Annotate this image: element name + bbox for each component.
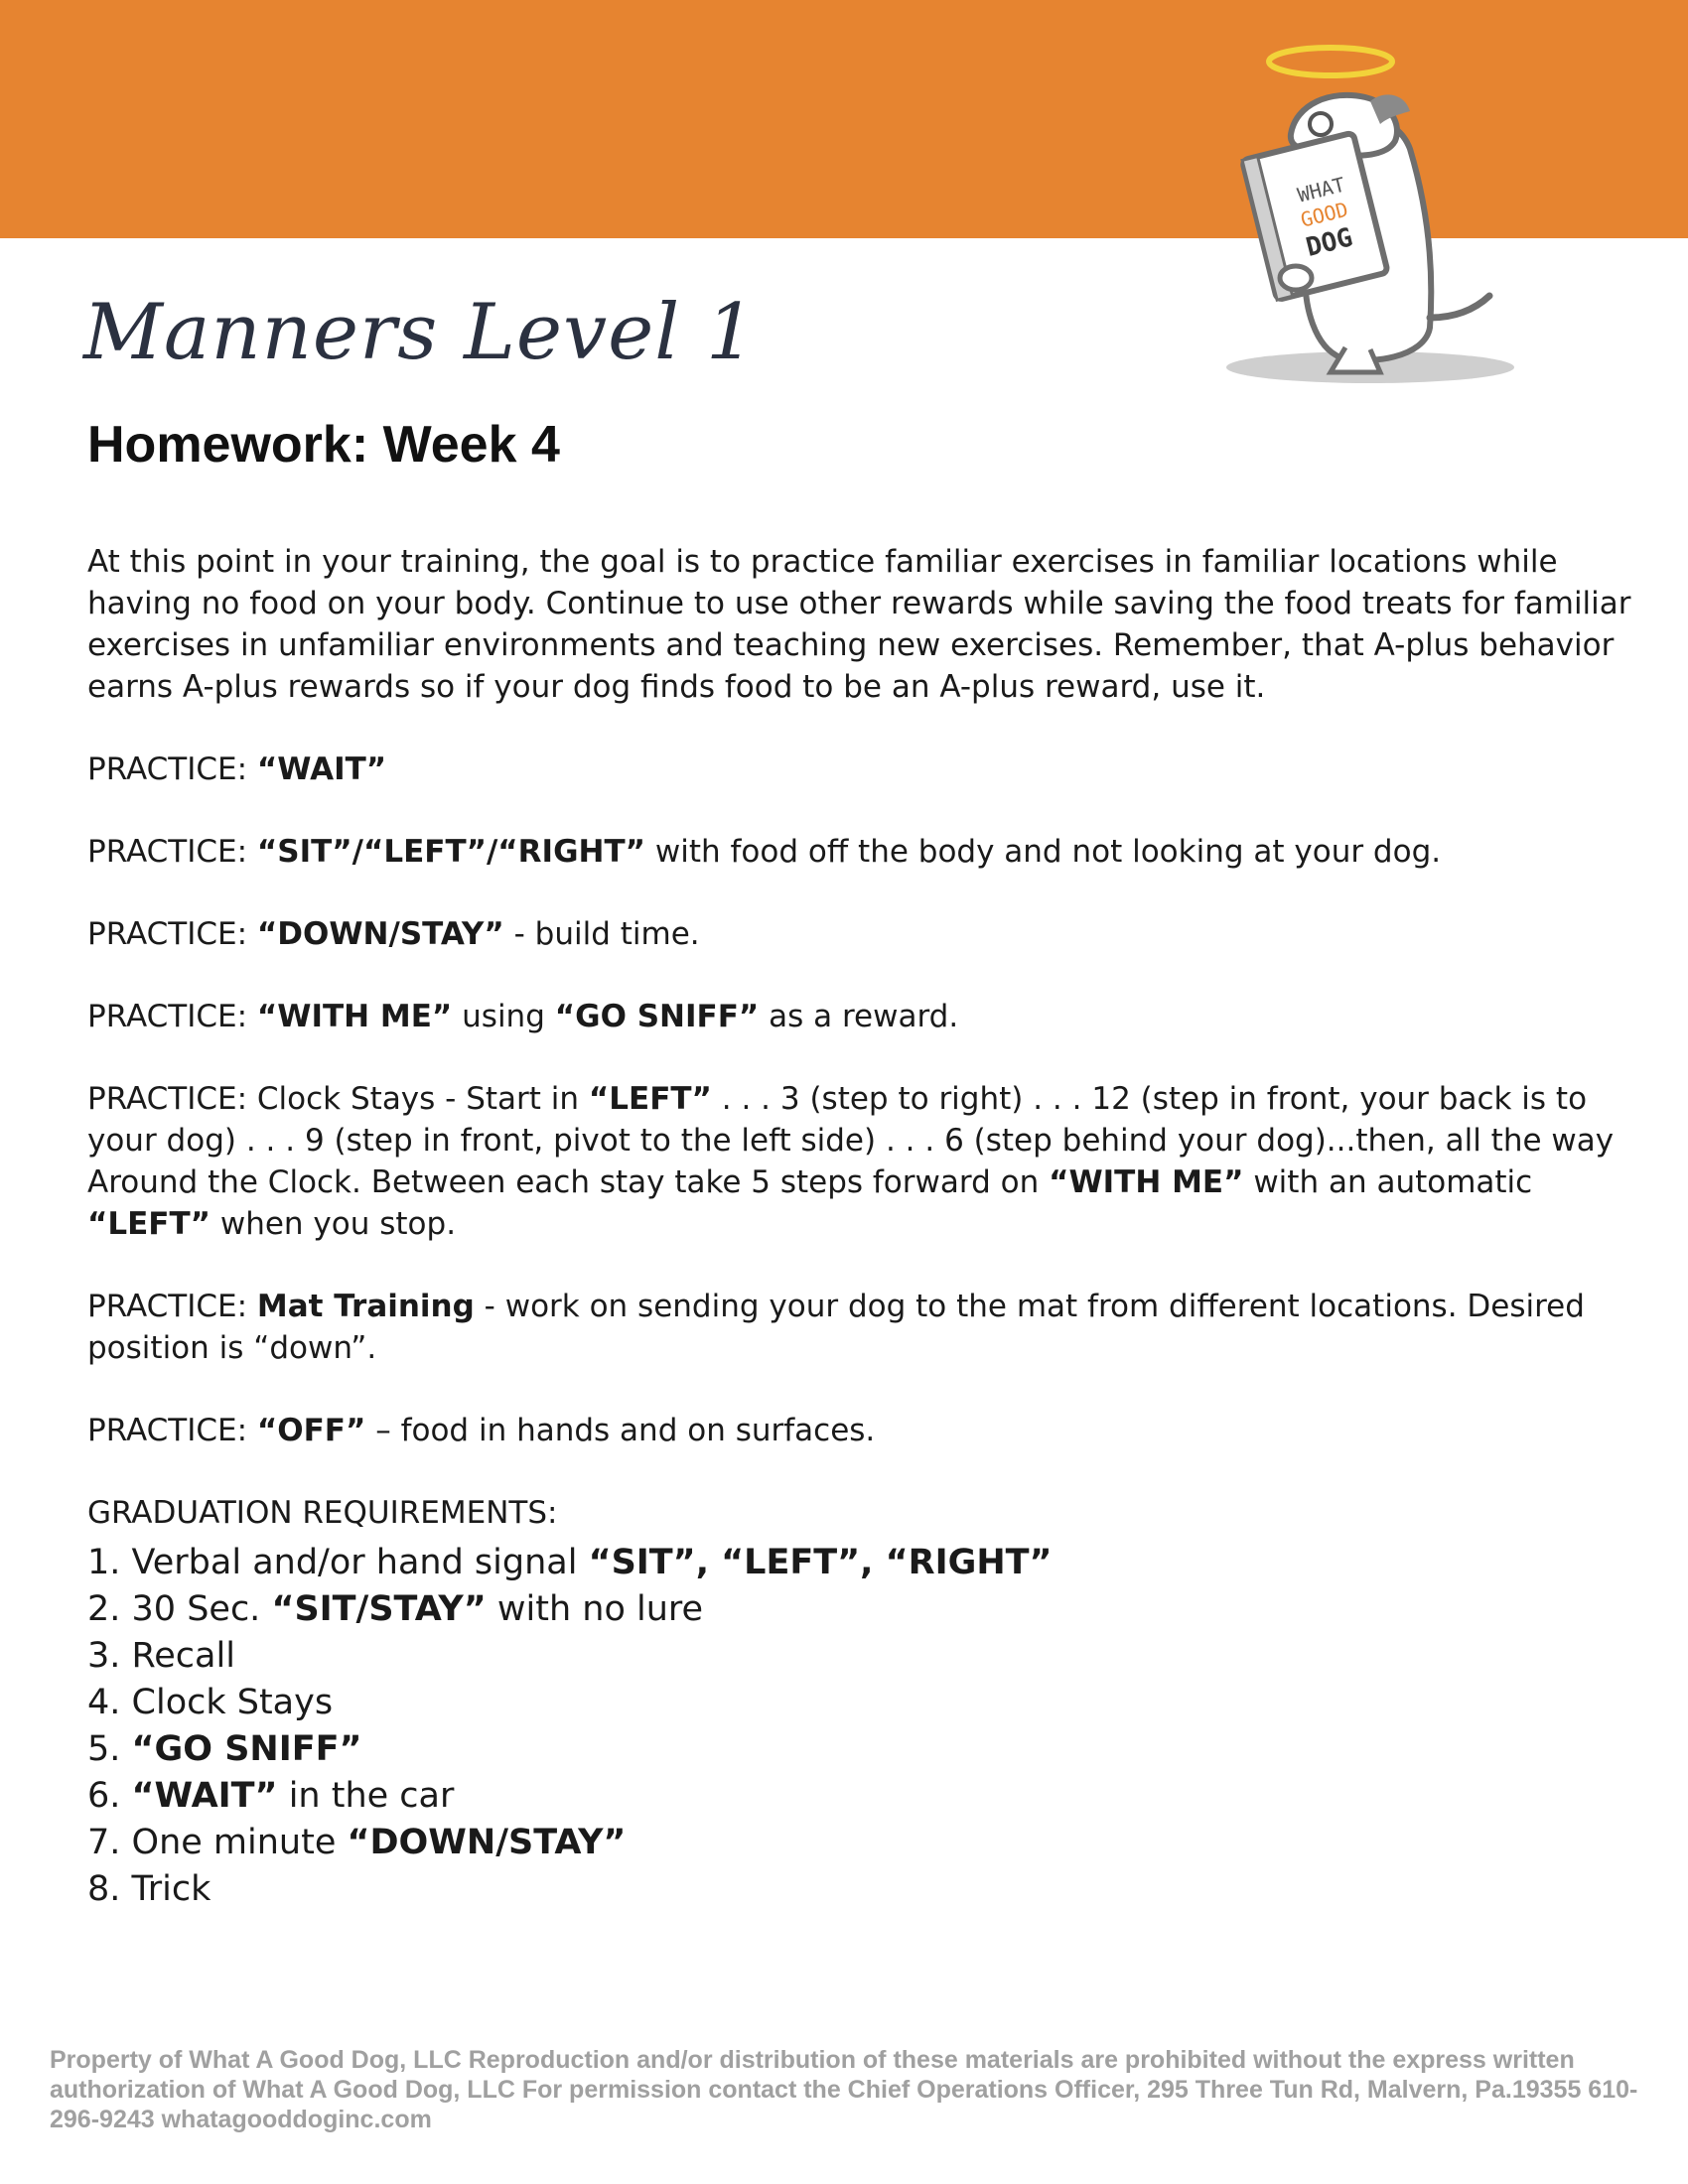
page-script-title: Manners Level 1 (83, 288, 757, 377)
practice-sit-left-right: PRACTICE: “SIT”/“LEFT”/“RIGHT” with food off the body and not looking at your dog. (87, 834, 1442, 870)
logo-word-good: GOOD (1298, 197, 1351, 232)
graduation-list (87, 1540, 1656, 1913)
intro-paragraph: At this point in your training, the goal is to practice familiar exercises in familiar locations while having no food on your body. Continue to use other rewards while saving the food treats for familiar exercises in unfamiliar environments and teaching new exercises. Remember, that A-plus behavior earns A-plus rewards so if your dog finds food to be an A-plus reward, use it. (87, 544, 1631, 705)
list-item: 7. One minute “DOWN/STAY” (87, 1823, 627, 1862)
logo-word-dog: DOG (1303, 222, 1356, 263)
list-item: 5. “GO SNIFF” (87, 1729, 362, 1769)
copyright-footer: Property of What A Good Dog, LLC Reproduction and/or distribution of these materials are prohibited without the express written authorization of What A Good Dog, LLC For permission contact the Chief Operations Officer, 295 Three Tun Rd, Malvern, Pa.19355 610-296-9243 whatagooddoginc.com (50, 2046, 1638, 2133)
halo-icon (1269, 48, 1392, 75)
list-item: 3. Recall (87, 1636, 235, 1676)
practice-clock-stays: PRACTICE: Clock Stays - Start in “LEFT” . . . 3 (step to right) . . . 12 (step in front, your back is to your dog) . . . 9 (step in front, pivot to the left side) . . . 6 (step behind your dog)...then, all the way Around the Clock. Between each stay take 5 steps forward on “WITH ME” with an automatic “LEFT” when you stop. (87, 1081, 1615, 1242)
practice-with-me: PRACTICE: “WITH ME” using “GO SNIFF” as a reward. (87, 999, 959, 1034)
dog-paw (1280, 266, 1312, 290)
page-title: Homework: Week 4 (87, 416, 560, 474)
dog-reading-book-logo (1221, 30, 1519, 407)
homework-content (87, 541, 1656, 1913)
practice-down-stay: PRACTICE: “DOWN/STAY” - build time. (87, 916, 700, 952)
practice-off: PRACTICE: “OFF” – food in hands and on surfaces. (87, 1413, 876, 1448)
practice-mat-training: PRACTICE: Mat Training - work on sending your dog to the mat from different locations. Desired position is “down”. (87, 1289, 1585, 1366)
list-item: 8. Trick (87, 1869, 211, 1909)
list-item: 6. “WAIT” in the car (87, 1776, 455, 1816)
practice-wait: PRACTICE: “WAIT” (87, 751, 387, 787)
list-item: 4. Clock Stays (87, 1683, 334, 1722)
logo-word-what: WHAT (1295, 172, 1347, 207)
list-item: 1. Verbal and/or hand signal “SIT”, “LEFT”, “RIGHT” (87, 1543, 1053, 1582)
list-item: 2. 30 Sec. “SIT/STAY” with no lure (87, 1589, 704, 1629)
dog-tail (1430, 296, 1489, 318)
graduation-title: GRADUATION REQUIREMENTS: (87, 1495, 558, 1531)
